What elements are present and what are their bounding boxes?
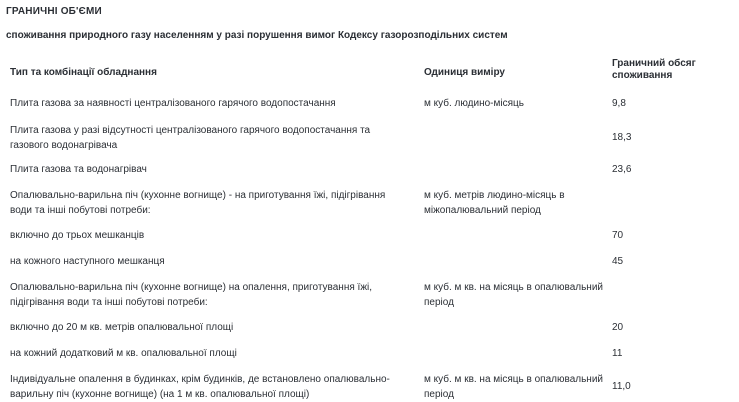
cell-type: Опалювально-варильна піч (кухонне вогнище) на опалення, приготування їжі, підігрівання води та інші побутові потреби: xyxy=(10,282,373,308)
cell-unit: м куб. людино-місяць xyxy=(424,98,524,109)
cell-type: на кожний додатковий м кв. опалювальної площі xyxy=(10,348,237,359)
cell-type: Плита газова та водонагрівач xyxy=(10,164,147,175)
cell-limit: 23,6 xyxy=(612,164,632,175)
cell-limit: 20 xyxy=(612,322,624,333)
page-subtitle: споживання природного газу населенням у разі порушення вимог Кодексу газорозподільних систем xyxy=(6,30,508,41)
cell-limit: 9,8 xyxy=(612,98,626,109)
cell-limit: 11,0 xyxy=(612,381,631,392)
cell-limit: 11 xyxy=(612,348,623,359)
cell-type: включно до трьох мешканців xyxy=(10,230,145,241)
page-title: ГРАНИЧНІ ОБ'ЄМИ xyxy=(6,6,102,17)
cell-unit: м куб. м кв. на місяць в опалювальний період xyxy=(424,282,603,308)
header-type: Тип та комбінації обладнання xyxy=(10,67,157,78)
cell-limit: 45 xyxy=(612,256,624,267)
cell-type: включно до 20 м кв. метрів опалювальної площі xyxy=(10,322,234,333)
cell-type: Плита газова за наявності централізованого гарячого водопостачання xyxy=(10,98,336,109)
cell-type: на кожного наступного мешканця xyxy=(10,256,165,267)
header-unit: Одиниця виміру xyxy=(424,67,505,78)
cell-type: Індивідуальне опалення в будинках, крім будинків, де встановлено опалювально-варильну піч (кухонне вогнище) (на 1 м кв. опалювальної площі) xyxy=(10,374,390,400)
cell-limit: 18,3 xyxy=(612,132,632,143)
cell-unit: м куб. метрів людино-місяць в міжопалювальний період xyxy=(424,190,565,216)
header-limit: Граничний обсяг споживання xyxy=(612,58,696,81)
cell-unit: м куб. м кв. на місяць в опалювальний період xyxy=(424,374,603,400)
cell-type: Опалювально-варильна піч (кухонне вогнище) - на приготування їжі, підігрівання води та інші побутові потреби: xyxy=(10,190,386,216)
cell-type: Плита газова у разі відсутності централізованого гарячого водопостачання та газового водонагрівача xyxy=(10,125,371,151)
cell-limit: 70 xyxy=(612,230,624,241)
